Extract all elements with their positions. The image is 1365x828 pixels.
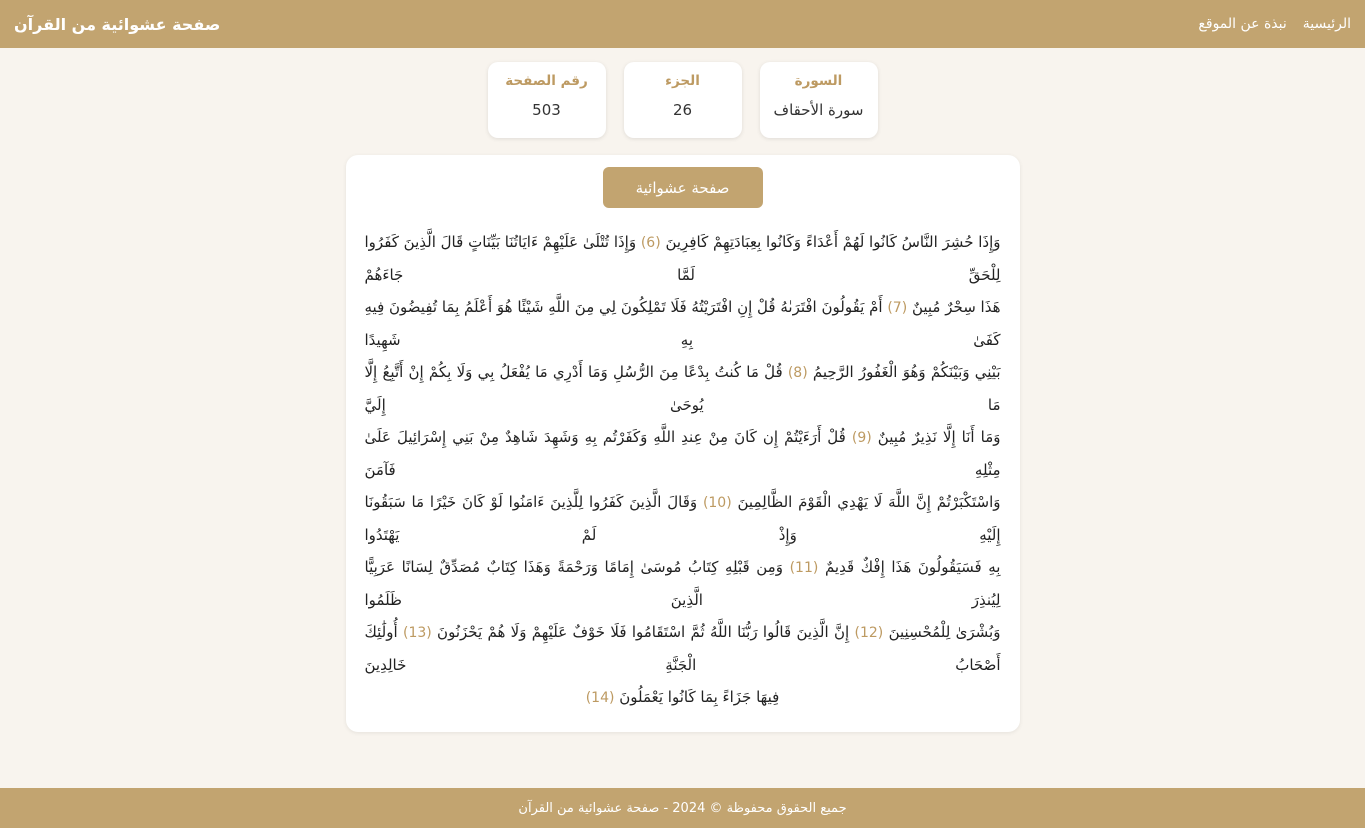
quran-line: [365, 421, 1001, 486]
site-brand[interactable]: صفحة عشوائية من القرآن: [14, 14, 221, 34]
juz-card: [624, 62, 742, 138]
quran-line: [365, 226, 1001, 291]
nav-links: [1198, 16, 1351, 32]
quran-page-card: [346, 155, 1020, 732]
verse-number: (10): [702, 495, 732, 511]
verse-number: (13): [402, 625, 432, 641]
quran-text-segment: فِيهَا جَزَاءً بِمَا كَانُوا يَعْمَلُونَ: [614, 688, 780, 706]
quran-text-segment: وَاسْتَكْبَرْتُمْ إِنَّ اللَّهَ لَا يَهْدِي الْقَوْمَ الظَّالِمِينَ: [731, 493, 1001, 511]
verse-number: (12): [854, 625, 884, 641]
quran-text-segment: وَمِن قَبْلِهِ كِتَابُ مُوسَىٰ إِمَامًا وَرَحْمَةً وَهَذَا كِتَابٌ مُصَدِّقٌ لِسَانًا عَرَبِيًّا لِيُنذِرَ الَّذِينَ ظَلَمُوا: [364, 558, 1001, 609]
page-number-card-value: 503: [532, 101, 561, 119]
quran-text-segment: إِنَّ الَّذِينَ قَالُوا رَبُّنَا اللَّهُ ثُمَّ اسْتَقَامُوا فَلَا خَوْفٌ عَلَيْهِمْ وَلَا هُمْ يَحْزَنُونَ: [431, 623, 855, 641]
quran-line: [365, 551, 1001, 616]
surah-card-value: سورة الأحقاف: [773, 101, 864, 119]
juz-card-title: الجزء: [665, 73, 700, 89]
verse-number: (7): [887, 300, 908, 316]
quran-line: [365, 356, 1001, 421]
quran-text-segment: قُلْ مَا كُنتُ بِدْعًا مِنَ الرُّسُلِ وَمَا أَدْرِي مَا يُفْعَلُ بِي وَلَا بِكُمْ إِنْ أَتَّبِعُ إِلَّا مَا يُوحَىٰ إِلَيَّ: [364, 363, 1001, 414]
quran-text-segment: هَذَا سِحْرٌ مُبِينٌ: [907, 298, 1001, 316]
quran-text-segment: وَإِذَا تُتْلَىٰ عَلَيْهِمْ ءَايَاتُنَا بَيِّنَاتٍ قَالَ الَّذِينَ كَفَرُوا لِلْحَقِّ لَمَّا جَاءَهُمْ: [364, 233, 1001, 284]
verse-number: (8): [787, 365, 808, 381]
info-cards-row: [0, 62, 1365, 138]
page-number-card: [488, 62, 606, 138]
quran-line: [365, 681, 1001, 714]
surah-card-title: السورة: [794, 73, 843, 89]
verse-number: (11): [789, 560, 819, 576]
navbar: [0, 0, 1365, 48]
quran-text-segment: أُولَٰئِكَ أَصْحَابُ الْجَنَّةِ خَالِدِينَ: [364, 623, 1001, 674]
quran-line: [365, 616, 1001, 681]
surah-card: [760, 62, 878, 138]
quran-text-segment: وَبُشْرَىٰ لِلْمُحْسِنِينَ: [883, 623, 1001, 641]
copyright-text: جميع الحقوق محفوظة © 2024 - صفحة عشوائية من القرآن: [518, 800, 847, 816]
quran-line: [365, 486, 1001, 551]
quran-text-segment: قُلْ أَرَءَيْتُمْ إِن كَانَ مِنْ عِندِ اللَّهِ وَكَفَرْتُم بِهِ وَشَهِدَ شَاهِدٌ مِنْ بَنِي إِسْرَائِيلَ عَلَىٰ مِثْلِهِ فَآمَنَ: [364, 428, 1001, 479]
verse-number: (6): [640, 235, 661, 251]
quran-text-segment: وَمَا أَنَا إِلَّا نَذِيرٌ مُبِينٌ: [871, 428, 1001, 446]
nav-link-about[interactable]: نبذة عن الموقع: [1198, 16, 1287, 32]
juz-card-value: 26: [672, 101, 693, 119]
nav-link-home[interactable]: الرئيسية: [1302, 16, 1351, 32]
quran-text: [365, 226, 1001, 714]
quran-text-segment: بَيْنِي وَبَيْنَكُمْ وَهُوَ الْغَفُورُ الرَّحِيمُ: [807, 363, 1001, 381]
random-page-button[interactable]: صفحة عشوائية: [603, 167, 763, 208]
page-number-card-title: رقم الصفحة: [505, 73, 588, 89]
quran-text-segment: أَمْ يَقُولُونَ افْتَرَىٰهُ قُلْ إِنِ افْتَرَيْتُهُ فَلَا تَمْلِكُونَ لِي مِنَ اللَّهِ شَيْئًا هُوَ أَعْلَمُ بِمَا تُفِيضُونَ فِيهِ كَفَىٰ بِهِ شَهِيدًا: [364, 298, 1001, 349]
footer: [0, 788, 1365, 828]
verse-number: (9): [851, 430, 872, 446]
verse-number: (14): [585, 690, 615, 706]
quran-text-segment: وَإِذَا حُشِرَ النَّاسُ كَانُوا لَهُمْ أَعْدَاءً وَكَانُوا بِعِبَادَتِهِمْ كَافِرِينَ: [660, 233, 1001, 251]
quran-text-segment: وَقَالَ الَّذِينَ كَفَرُوا لِلَّذِينَ ءَامَنُوا لَوْ كَانَ خَيْرًا مَا سَبَقُونَا إِلَيْهِ وَإِذْ لَمْ يَهْتَدُوا: [364, 493, 1001, 544]
quran-text-segment: بِهِ فَسَيَقُولُونَ هَذَا إِفْكٌ قَدِيمٌ: [818, 558, 1001, 576]
quran-line: [365, 291, 1001, 356]
